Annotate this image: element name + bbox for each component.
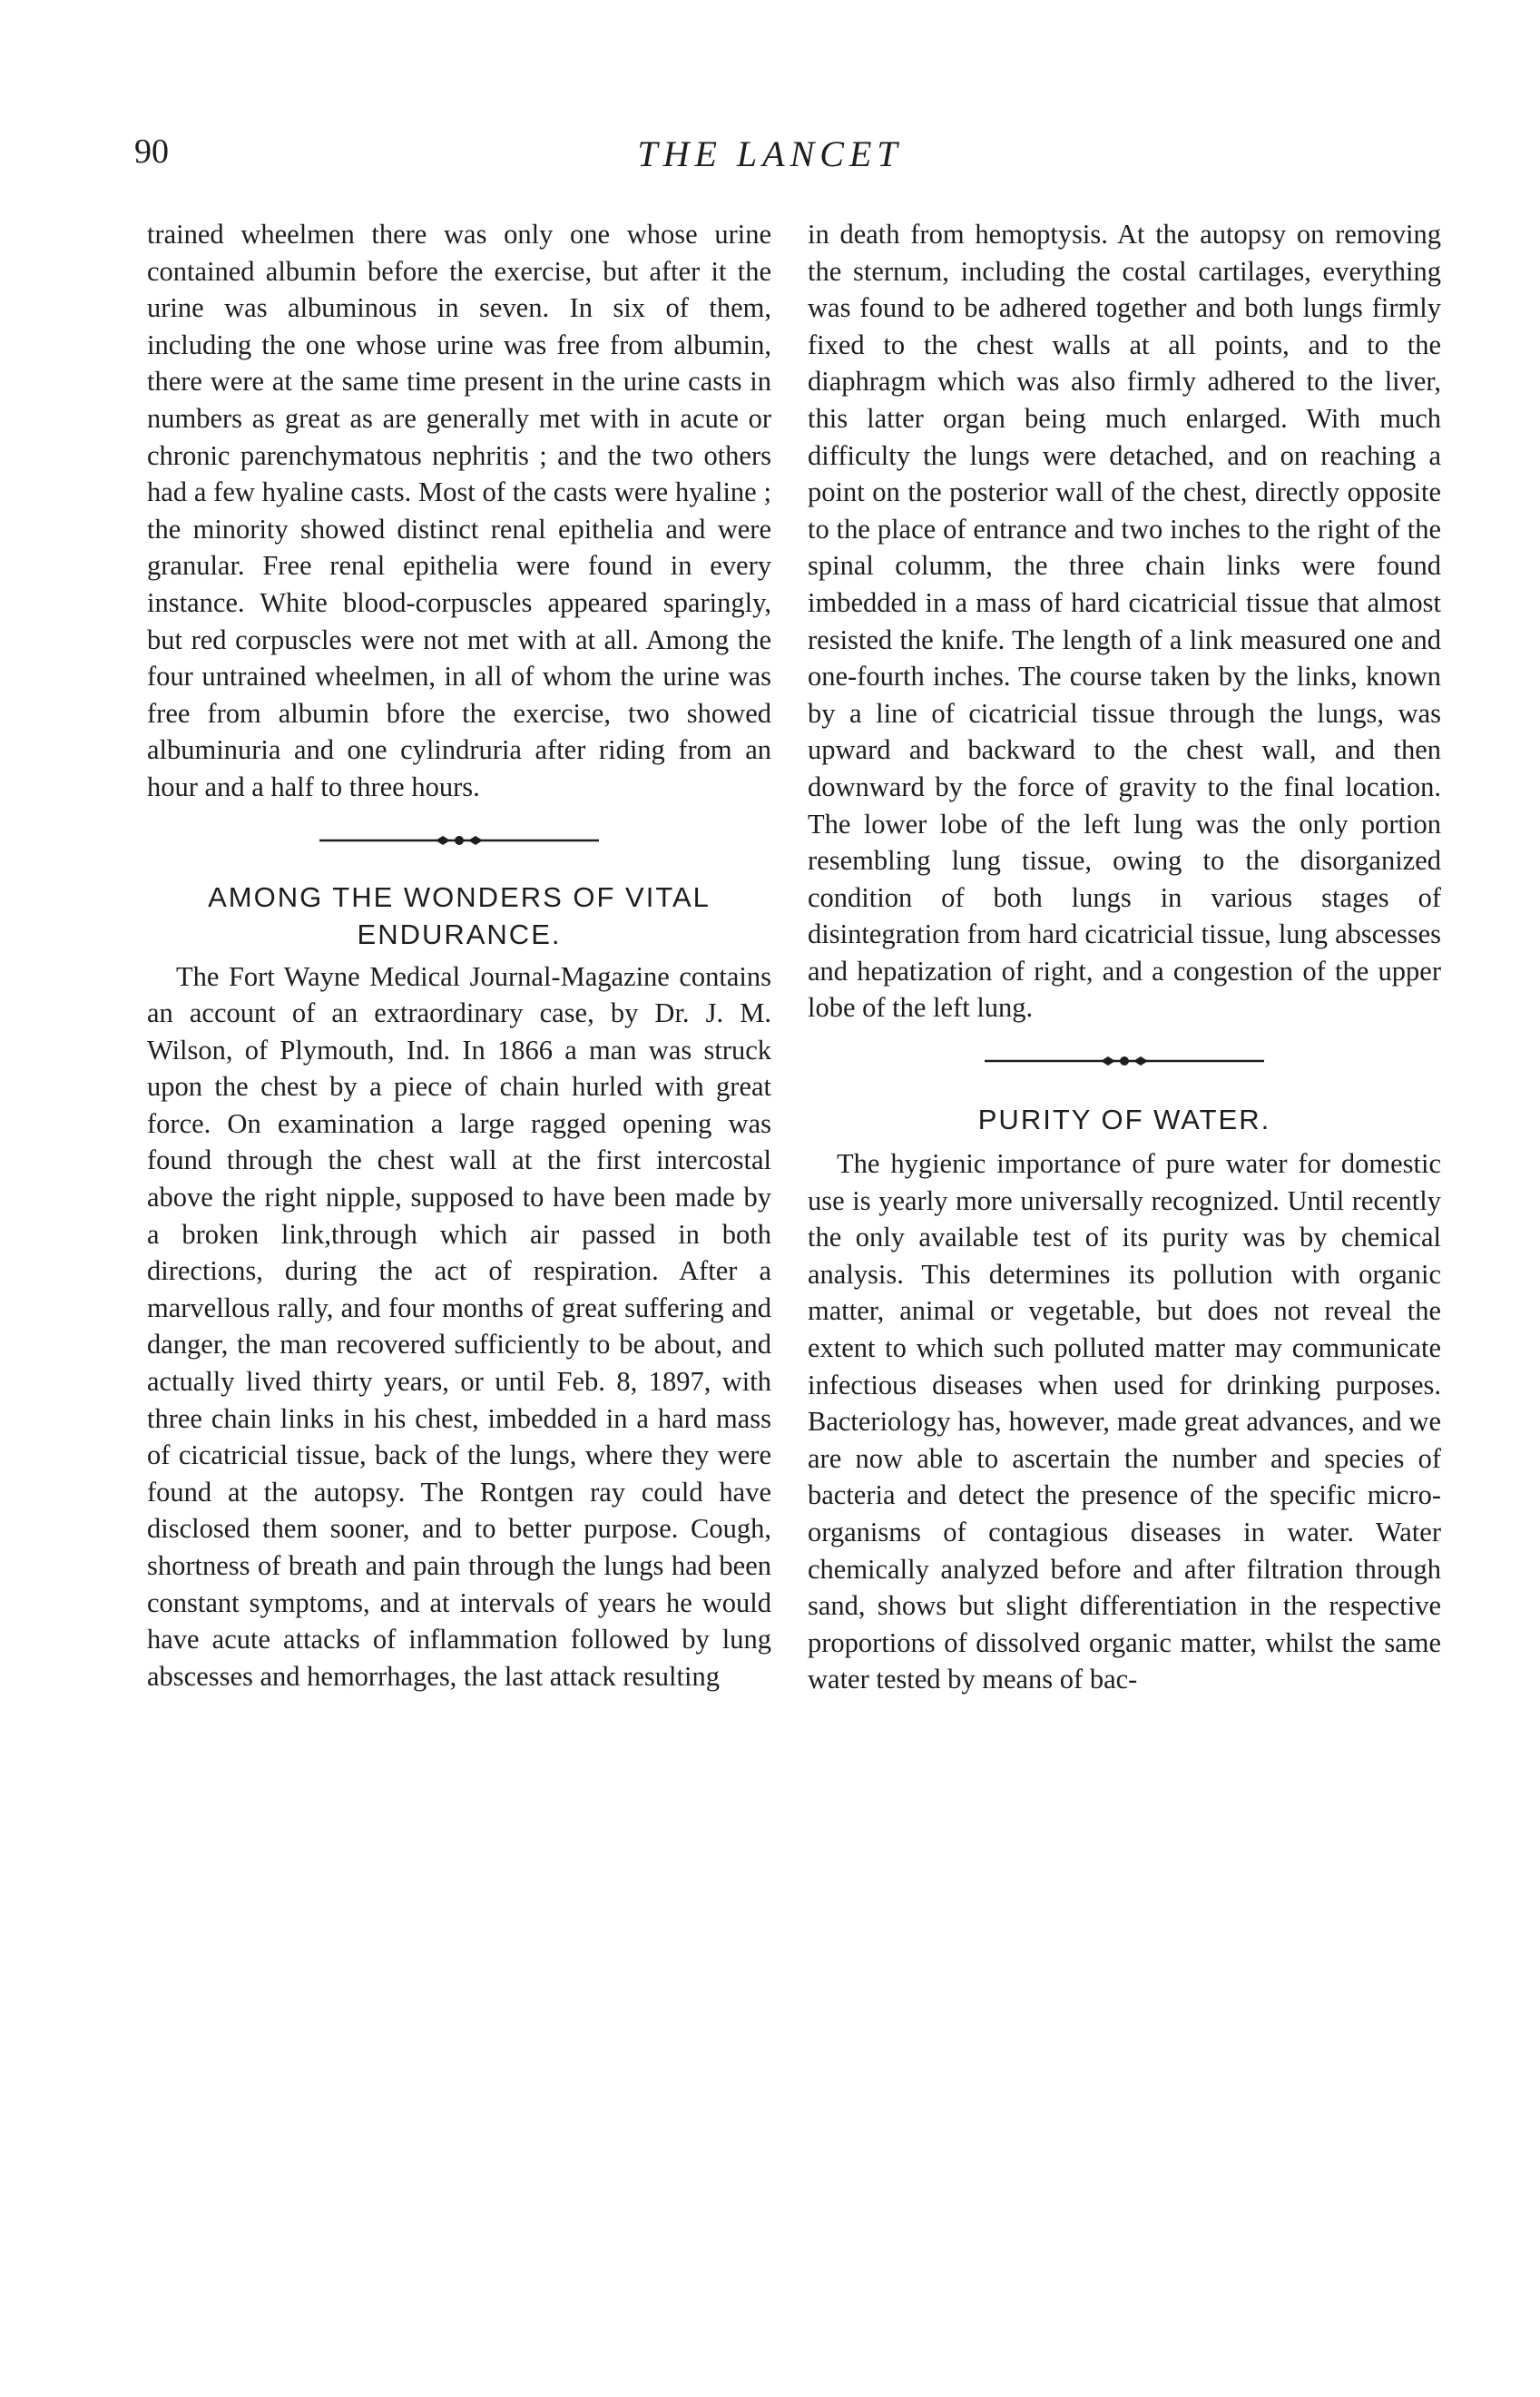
article-body-vital-endurance: The Fort Wayne Medical Journal-Magazine contains an account of an extraordinary case, by Dr. J. M. Wilson, of Plymouth, Ind. In 1866 a man was struck upon the chest by a piece of chain hurled with great force. On examination a large ragged opening was found through the chest wall at the first intercostal above the right nipple, supposed to have been made by a broken link,through which air passed in both directions, during the act of respiration. After a marvellous rally, and four months of great suffering and danger, the man recovered sufficiently to be about, and actually lived thirty years, or until Feb. 8, 1897, with three chain links in his chest, imbedded in a hard mass of cicatricial tissue, back of the lungs, where they were found at the autopsy. The Rontgen ray could have disclosed them sooner, and to better purpose. Cough, shortness of breath and pain through the lungs had been constant symptoms, and at intervals of years he would have acute attacks of inflammation followed by lung abscesses and hemorrhages, the last attack resulting [147,960,771,1692]
left-column [147,216,771,1695]
page-number: 90 [134,133,169,171]
right-column [808,216,1441,1698]
continued-paragraph: trained wheelmen there was only one whose urine contained albumin before the exercise, but after it the urine was albuminous in seven. In six of them, including the one whose urine was free from albumin, there were at the same time present in the urine casts in numbers as great as are generally met with in acute or chronic parenchymatous nephritis ; and the two others had a few hyaline casts. Most of the casts were hyaline ; the minority showed distinct renal epithelia and were granular. Free renal epithelia were found in every instance. White blood-corpuscles appeared sparingly, but red corpuscles were not met with at all. Among the four untrained wheelmen, in all of whom the urine was free from albumin bfore the exercise, two showed albuminuria and one cylindruria after riding from an hour and a half to three hours. [147,219,771,802]
article-heading-purity-of-water: PURITY OF WATER. [977,1104,1271,1136]
section-divider-ornament [808,1050,1441,1072]
article-body-purity-of-water: The hygienic importance of pure water for domestic use is yearly more universally recognized. Until recently the only available test of its purity was by chemical analysis. This determines its pollution with organic matter, animal or vegetable, but does not reveal the extent to which such polluted matter may communicate infectious diseases when used for drinking purposes. Bacteriology has, however, made great advances, and we are now able to ascertain the number and species of bacteria and detect the presence of the specific micro-organisms of contagious diseases in water. Water chemically analyzed before and after filtration through sand, shows but slight differentiation in the respective proportions of dissolved organic matter, whilst the same water tested by means of bac- [808,1148,1441,1695]
section-divider-ornament [147,830,771,851]
article-heading-vital-endurance: AMONG THE WONDERS OF VITAL ENDURANCE. [208,880,711,950]
journal-title: THE LANCET [637,133,903,174]
continued-paragraph: in death from hemoptysis. At the autopsy on removing the sternum, including the costal cartilages, everything was found to be adhered together and both lungs firmly fixed to the chest walls at all points, and to the diaphragm which was also firmly adhered to the liver, this latter organ being much enlarged. With much difficulty the lungs were detached, and on reaching a point on the posterior wall of the chest, directly opposite to the place of entrance and two inches to the right of the spinal columm, the three chain links were found imbedded in a mass of hard cicatricial tissue that almost resisted the knife. The length of a link measured one and one-fourth inches. The course taken by the links, known by a line of cicatricial tissue through the lungs, was upward and backward to the chest wall, and then downward by the force of gravity to the final location. The lower lobe of the left lung was the only portion resembling lung tissue, owing to the disorganized condition of both lungs in various stages of disintegration from hard cicatricial tissue, lung abscesses and hepatization of right, and a congestion of the upper lobe of the left lung. [808,219,1441,1024]
